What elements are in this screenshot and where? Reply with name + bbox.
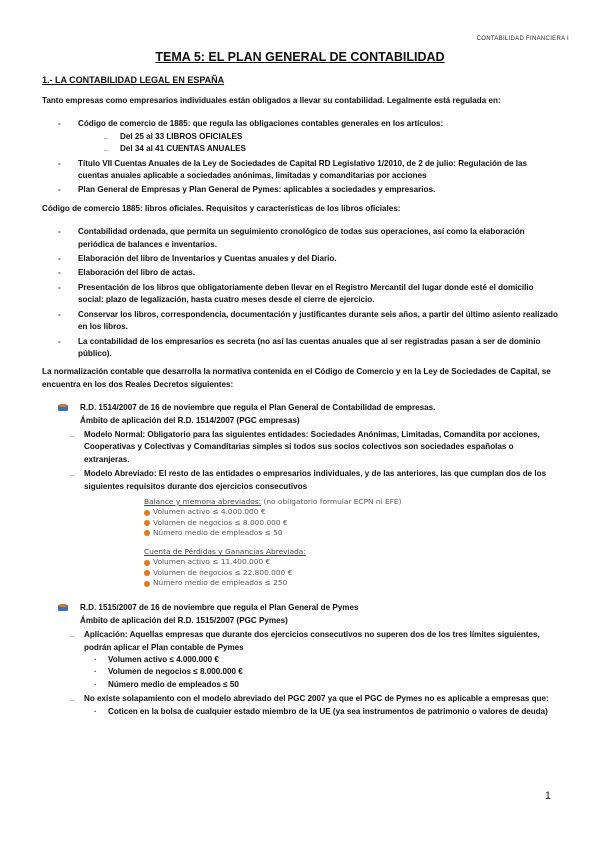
cotizacion-item: . Coticen en la bolsa de cualquier estado miembro de la UE (ya sea instrumentos de patrimonio o valores de deuda) xyxy=(42,706,558,718)
list-item xyxy=(42,118,558,155)
criteria-item: Volumen activo ≤ 11.400.000 € xyxy=(144,557,558,567)
criteria-item: Número medio de empleados ≤ 250 xyxy=(144,578,558,588)
section-title: 1.- LA CONTABILIDAD LEGAL EN ESPAÑA xyxy=(42,75,225,85)
list-item: - Contabilidad ordenada, que permita un seguimiento cronológico de todas sus operaciones, así como la elaboración periódica de balances e inventarios. xyxy=(42,226,558,251)
criteria-box xyxy=(144,497,558,588)
rd-1514-title: R.D. 1514/2007 de 16 de noviembre que regula el Plan General de Contabilidad de empresas. xyxy=(80,403,436,413)
list-item: - Plan General de Empresas y Plan General de Pymes: aplicables a sociedades y empresarios. xyxy=(42,184,558,196)
page-number: 1 xyxy=(544,790,551,802)
book-icon xyxy=(58,404,68,412)
criteria-item: Número medio de empleados ≤ 50 xyxy=(144,528,558,538)
document-title: TEMA 5: EL PLAN GENERAL DE CONTABILIDAD xyxy=(155,50,445,64)
pyg-title: Cuenta de Pérdidas y Ganancias Abreviada: xyxy=(144,547,306,557)
rd-1514-block xyxy=(42,402,558,427)
criteria-item: Volumen de negocios ≤ 8.000.000 € xyxy=(144,518,558,528)
balance-title: Balance y memoria abreviados: xyxy=(144,496,262,506)
limite-item: . Volumen activo ≤ 4.000.000 € xyxy=(42,654,558,666)
criteria-item: Volumen activo ≤ 4.000.000 € xyxy=(144,507,558,517)
criteria-item: Volumen de negocios ≤ 22.800.000 € xyxy=(144,568,558,578)
no-existe-solapamiento: _ No existe solapamiento con el modelo abreviado del PGC 2007 ya que el PGC de Pymes no es aplicable a empresas que: xyxy=(42,693,558,705)
aplicacion: _ Aplicación: Aquellas empresas que durante dos ejercicios consecutivos no superen dos de los tres límites siguientes, podrán aplicar el Plan contable de Pymes xyxy=(42,629,558,654)
list-item: - Título VII Cuentas Anuales de la Ley de Sociedades de Capital RD Legislativo 1/2010, de 2 de julio: Regulación de las cuentas anuales aplicable a sociedades anónimas, limitadas y comanditarias por acciones xyxy=(42,158,558,183)
balance-note: (no obligatorio formular ECPN ni EFE) xyxy=(261,496,402,506)
libros-intro: Código de comercio 1885: libros oficiales. Requisitos y características de los libros oficiales: xyxy=(42,203,401,213)
rd-1515-block xyxy=(42,602,558,627)
limite-item: . Volumen de negocios ≤ 8.000.000 € xyxy=(42,666,558,678)
normalizacion-paragraph: La normalización contable que desarrolla la normativa contenida en el Código de Comercio y en la Ley de Sociedades de Capital, se encuentra en los dos Reales Decretos siguientes: xyxy=(42,367,551,389)
libros-list xyxy=(42,226,558,360)
sub-list-item: _ Del 34 al 41 CUENTAS ANUALES xyxy=(78,143,558,155)
list-item-text: Código de comercio de 1885: que regula las obligaciones contables generales en los artículos: xyxy=(78,119,444,129)
page-header: CONTABILIDAD FINANCIERA I xyxy=(476,36,569,42)
list-item: - Elaboración del libro de actas. xyxy=(42,267,558,279)
book-icon xyxy=(58,604,68,612)
modelo-normal: _ Modelo Normal: Obligatorio para las siguientes entidades: Sociedades Anónimas, Limitadas, Comandita por acciones, Cooperativas y Colectivas y Comanditarias simples si todos sus socios colectivos son sociedades españolas o extranjeras. xyxy=(42,429,558,466)
list-item: - La contabilidad de los empresarios es secreta (no así las cuentas anuales que al ser registradas pasan a ser de dominio público). xyxy=(42,336,558,361)
sub-list xyxy=(78,131,558,156)
regulation-list xyxy=(42,118,558,196)
rd-1515-ambito: Ámbito de aplicación del R.D. 1515/2007 (PGC Pymes) xyxy=(80,615,288,625)
list-item: - Conservar los libros, correspondencia, documentación y justificantes durante seis años, a partir del último asiento realizado en los libros. xyxy=(42,309,558,334)
document-body xyxy=(42,50,558,718)
list-item: - Presentación de los libros que obligatoriamente deben llevar en el Registro Mercantil del lugar donde esté el domicilio social: plazo de legalización, hasta cuatro meses desde el cierre de ejercicio. xyxy=(42,282,558,307)
sub-list-item: _ Del 25 al 33 LIBROS OFICIALES xyxy=(78,131,558,143)
modelo-abreviado: _ Modelo Abreviado: El resto de las entidades o empresarios individuales, y de las anteriores, las que cumplan dos de los siguientes requisitos durante dos ejercicios consecutivos xyxy=(42,468,558,493)
list-item: - Elaboración del libro de Inventarios y Cuentas anuales y del Diario. xyxy=(42,253,558,265)
intro-paragraph: Tanto empresas como empresarios individuales están obligados a llevar su contabilidad. Legalmente está regulada en: xyxy=(42,96,501,105)
rd-1514-ambito: Ámbito de aplicación del R.D. 1514/2007 (PGC empresas) xyxy=(80,415,300,425)
rd-1515-title: R.D. 1515/2007 de 16 de noviembre que regula el Plan General de Pymes xyxy=(80,603,359,613)
limite-item: . Número medio de empleados ≤ 50 xyxy=(42,679,558,691)
